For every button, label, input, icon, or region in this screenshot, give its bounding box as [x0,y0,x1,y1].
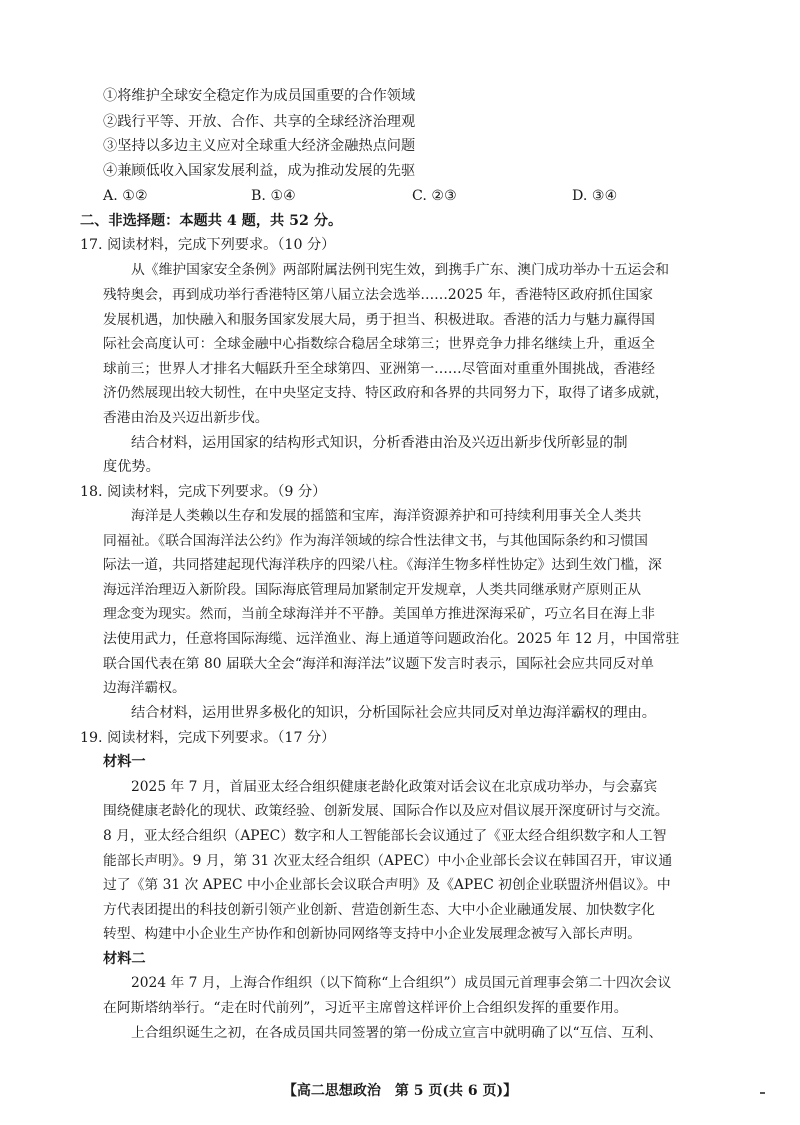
q17-material-line: 香港由治及兴迈出新步伐。 [103,410,269,426]
q17-material-line: 济仍然展现出较大韧性，在中央坚定支持、特区政府和各界的共同努力下，取得了诸多成就， [103,385,669,401]
q17-title: 17. 阅读材料，完成下列要求。（10 分） [80,237,336,253]
option-c: C. ②③ [412,188,457,204]
q19-material2-line: 2024 年 7 月，上海合作组织（以下简称“上合组织”）成员国元首理事会第二十四次会议 [131,975,672,991]
material-two-label: 材料二 [103,951,146,967]
q18-material-line: 际法一道，共同搭建起现代海洋秩序的四梁八柱。《海洋生物多样性协定》达到生效门槛，深 [103,557,662,573]
scan-mark [760,1092,765,1094]
q18-title: 18. 阅读材料，完成下列要求。（9 分） [80,484,327,500]
q18-material-line: 海远洋治理迈入新阶段。国际海底管理局加紧制定开发规章，人类共同继承财产原则正从 [103,582,642,598]
mc-options [103,186,663,206]
q19-material1-line: 转型、构建中小企业生产协作和创新协同网络等支持中小企业发展理念被写入部长声明。 [103,926,642,942]
q17-material-line: 从《维护国家安全条例》两部附属法例刊宪生效，到携手广东、澳门成功举办十五运会和 [131,262,670,278]
mc-item: ④兼顾低收入国家发展利益，成为推动发展的先驱 [103,163,416,179]
option-b: B. ①④ [251,188,296,204]
mc-item: ③坚持以多边主义应对全球重大经济金融热点问题 [103,138,416,154]
material-one-label: 材料一 [103,754,146,770]
q19-material1-line: 过了《第 31 次 APEC 中小企业部长会议联合声明》及《APEC 初创企业联盟济州倡议》。中 [103,877,671,893]
q19-title: 19. 阅读材料，完成下列要求。（17 分） [80,730,336,746]
mc-item: ②践行平等、开放、合作、共享的全球经济治理观 [103,114,416,130]
q18-material-line: 理念变为现实。然而，当前全球海洋并不平静。美国单方推进深海采矿，巧立名目在海上非 [103,606,655,622]
q19-material1-line: 能部长声明》。9 月，第 31 次亚太经合组织（APEC）中小企业部长会议在韩国召开，审议通 [103,853,673,869]
option-a: A. ①② [103,188,148,204]
q18-material-line: 同福祉。《联合国海洋法公约》作为海洋领域的综合性法律文书，与其他国际条约和习惯国 [103,533,648,549]
q19-material1-line: 8 月，亚太经合组织（APEC）数字和人工智能部长会议通过了《亚太经合组织数字和人工智 [103,828,667,844]
q17-material-line: 发展机遇，加快融入和服务国家发展大局，勇于担当、积极进取。香港的活力与魅力赢得国 [103,312,655,328]
q18-material-line: 联合国代表在第 80 届联大全会“海洋和海洋法”议题下发言时表示，国际社会应共同反对单 [103,656,654,672]
page-footer: 【高二思想政治 第 5 页(共 6 页)】 [282,1083,518,1099]
q18-material-line: 法使用武力，任意将国际海缆、远洋渔业、海上通道等问题政治化。2025 年 12 月，中国常驻 [103,631,680,647]
option-d: D. ③④ [572,188,618,204]
section-heading: 二、非选择题：本题共 4 题，共 52 分。 [80,213,343,229]
q17-material-line: 残特奥会，再到成功举行香港特区第八届立法会选举……2025 年，香港特区政府抓住国家 [103,287,653,303]
q17-task-line: 结合材料，运用国家的结构形式知识，分析香港由治及兴迈出新步伐所彰显的制 [131,435,628,451]
q19-material1-line: 方代表团提出的科技创新引领产业创新、营造创新生态、大中小企业融通发展、加快数字化 [103,902,655,918]
mc-item: ①将维护全球安全稳定作为成员国重要的合作领域 [103,88,416,104]
q19-material2-line: 在阿斯塔纳举行。“走在时代前列”，习近平主席曾这样评价上合组织发挥的重要作用。 [103,1000,628,1016]
q18-material-line: 海洋是人类赖以生存和发展的摇篮和宝库，海洋资源养护和可持续利用事关全人类共 [131,508,642,524]
q19-material1-line: 围绕健康老龄化的现状、政策经验、创新发展、国际合作以及应对倡议展开深度研讨与交流。 [103,803,669,819]
q17-material-line: 际社会高度认可：全球金融中心指数综合稳居全球第三；世界竞争力排名继续上升，重返全 [103,336,655,352]
q19-material1-line: 2025 年 7 月，首届亚太经合组织健康老龄化政策对话会议在北京成功举办，与会嘉宾 [131,779,658,795]
q19-material2-line: 上合组织诞生之初，在各成员国共同签署的第一份成立宣言中就明确了以“互信、互利、 [131,1025,663,1041]
q18-material-line: 边海洋霸权。 [103,680,186,696]
q17-task-line: 度优势。 [103,459,160,475]
q17-material-line: 球前三；世界人才排名大幅跃升至全球第四、亚洲第一……尽管面对重重外围挑战，香港经 [103,361,655,377]
q18-task: 结合材料，运用世界多极化的知识，分析国际社会应共同反对单边海洋霸权的理由。 [131,705,656,721]
